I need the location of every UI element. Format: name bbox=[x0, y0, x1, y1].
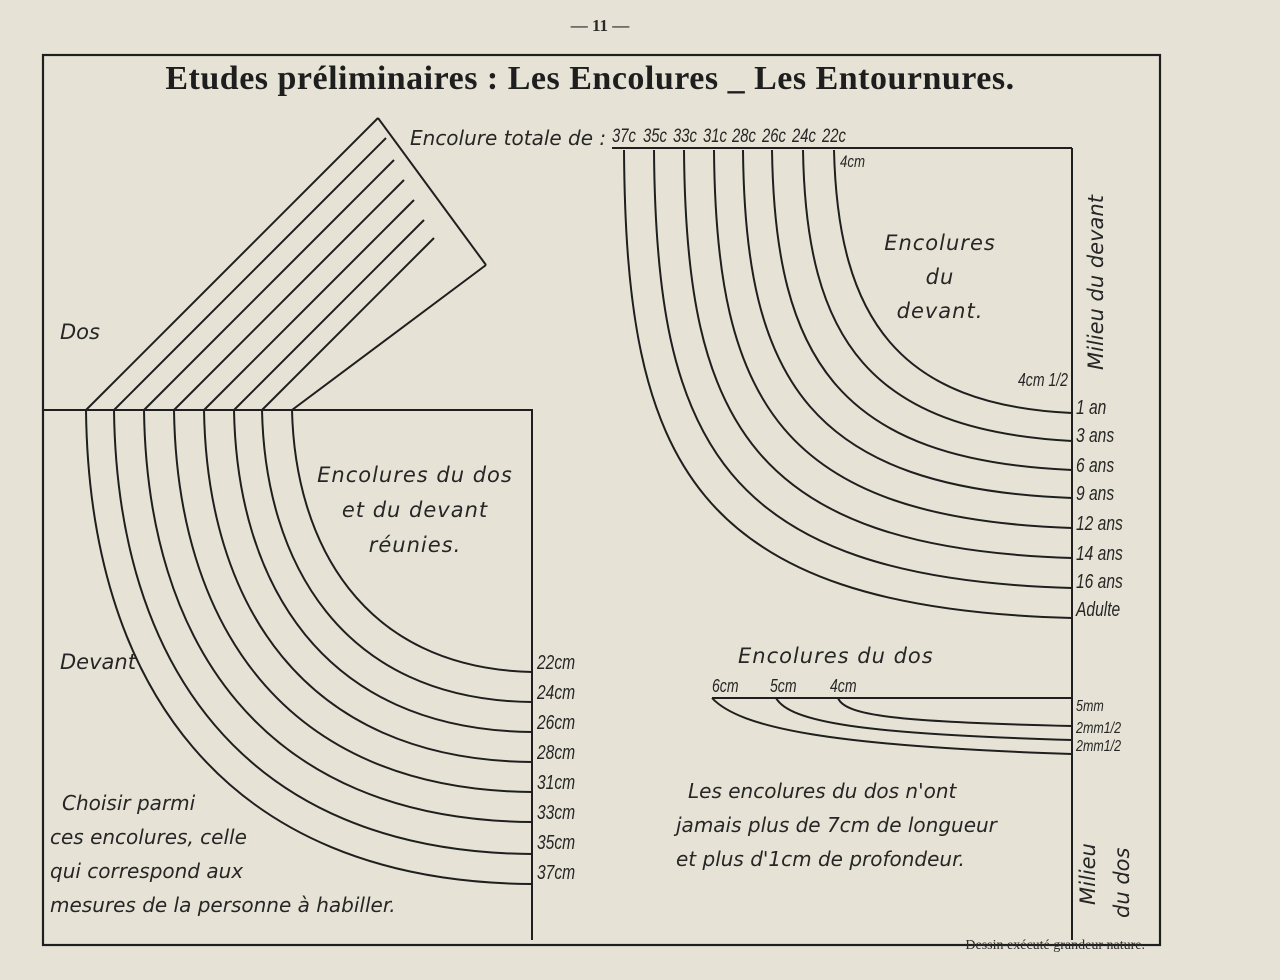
back-shoulder-lines bbox=[86, 118, 486, 410]
left-note-line: ces encolures, celle bbox=[50, 825, 247, 849]
back-shoulder-line bbox=[204, 200, 414, 410]
age-label: 16 ans bbox=[1076, 571, 1123, 593]
back-neck-curve bbox=[838, 698, 1072, 726]
age-label: 3 ans bbox=[1076, 425, 1115, 447]
size-label: 33cm bbox=[537, 802, 576, 824]
age-label: 12 ans bbox=[1076, 513, 1123, 535]
left-note-line: qui correspond aux bbox=[50, 859, 244, 883]
center-front-label: Milieu du devant bbox=[1084, 195, 1108, 370]
total-size: 35c bbox=[643, 126, 667, 147]
center-back-label-line: du dos bbox=[1110, 847, 1134, 918]
front-depth-label: 4cm 1/2 bbox=[1018, 370, 1068, 390]
back-shoulder-line bbox=[174, 180, 404, 410]
back-depth-label: 5mm bbox=[1076, 698, 1104, 715]
back-neck-curve bbox=[776, 698, 1072, 740]
back-label: Dos bbox=[60, 320, 100, 344]
page-number: — 11 — bbox=[570, 16, 630, 35]
total-size: 33c bbox=[673, 126, 697, 147]
right-note-line: Les encolures du dos n'ont bbox=[688, 779, 957, 803]
size-label: 31cm bbox=[537, 772, 576, 794]
size-label: 37cm bbox=[537, 862, 576, 884]
back-depth-label: 2mm1/2 bbox=[1076, 720, 1122, 737]
front-neck-curve bbox=[714, 150, 1072, 528]
size-label: 28cm bbox=[537, 742, 576, 764]
combined-neck-title-line: réunies. bbox=[368, 533, 462, 557]
back-neck-curve bbox=[712, 698, 1072, 754]
page-title: Etudes préliminaires : Les Encolures _ Les Entournures. bbox=[165, 60, 1015, 97]
left-note-line: Choisir parmi bbox=[62, 791, 196, 815]
back-neck-title: Encolures du dos bbox=[738, 644, 934, 668]
age-label: 14 ans bbox=[1076, 543, 1123, 565]
combined-neck-title-line: Encolures du dos bbox=[317, 463, 513, 487]
age-label: 1 an bbox=[1076, 397, 1107, 419]
right-note bbox=[676, 774, 997, 876]
back-shoulder-line bbox=[86, 118, 378, 410]
drawing-caption: Dessin exécuté grandeur nature. bbox=[965, 938, 1145, 953]
total-size: 37c bbox=[612, 126, 636, 147]
age-label: Adulte bbox=[1076, 599, 1121, 621]
size-label: 35cm bbox=[537, 832, 576, 854]
front-label: Devant bbox=[60, 650, 136, 674]
center-back-label-line: Milieu bbox=[1076, 843, 1100, 905]
front-neck-curves bbox=[624, 150, 1072, 618]
back-neck-curves bbox=[712, 698, 1072, 754]
total-size: 31c bbox=[703, 126, 727, 147]
combined-neck-title-line: et du devant bbox=[341, 498, 489, 522]
right-note-line: jamais plus de 7cm de longueur bbox=[676, 813, 997, 837]
back-length-label: 4cm bbox=[830, 676, 857, 696]
age-label: 9 ans bbox=[1076, 483, 1115, 505]
total-size: 24c bbox=[792, 126, 816, 147]
size-label: 26cm bbox=[537, 712, 576, 734]
total-neck-label: Encolure totale de : bbox=[410, 126, 607, 150]
back-depth-label: 2mm1/2 bbox=[1076, 738, 1122, 755]
age-label: 6 ans bbox=[1076, 455, 1115, 477]
combined-neck-title bbox=[300, 458, 530, 563]
back-length-label: 5cm bbox=[770, 676, 797, 696]
size-label: 24cm bbox=[537, 682, 576, 704]
total-size: 26c bbox=[762, 126, 786, 147]
back-shoulder-line bbox=[144, 160, 394, 410]
front-neck-curve bbox=[624, 150, 1072, 618]
right-note-line: et plus d'1cm de profondeur. bbox=[676, 847, 965, 871]
top-depth-label: 4cm bbox=[840, 152, 866, 171]
total-size: 22c bbox=[822, 126, 846, 147]
front-neck-title-line: du bbox=[925, 265, 955, 289]
front-neck-title bbox=[860, 226, 1020, 328]
back-shoulder-line bbox=[292, 265, 486, 410]
left-note bbox=[50, 786, 396, 922]
left-note-line: mesures de la personne à habiller. bbox=[50, 893, 396, 917]
front-neck-title-line: devant. bbox=[896, 299, 984, 323]
total-size: 28c bbox=[732, 126, 756, 147]
size-label: 22cm bbox=[537, 652, 576, 674]
front-neck-title-line: Encolures bbox=[884, 231, 996, 255]
back-length-label: 6cm bbox=[712, 676, 739, 696]
